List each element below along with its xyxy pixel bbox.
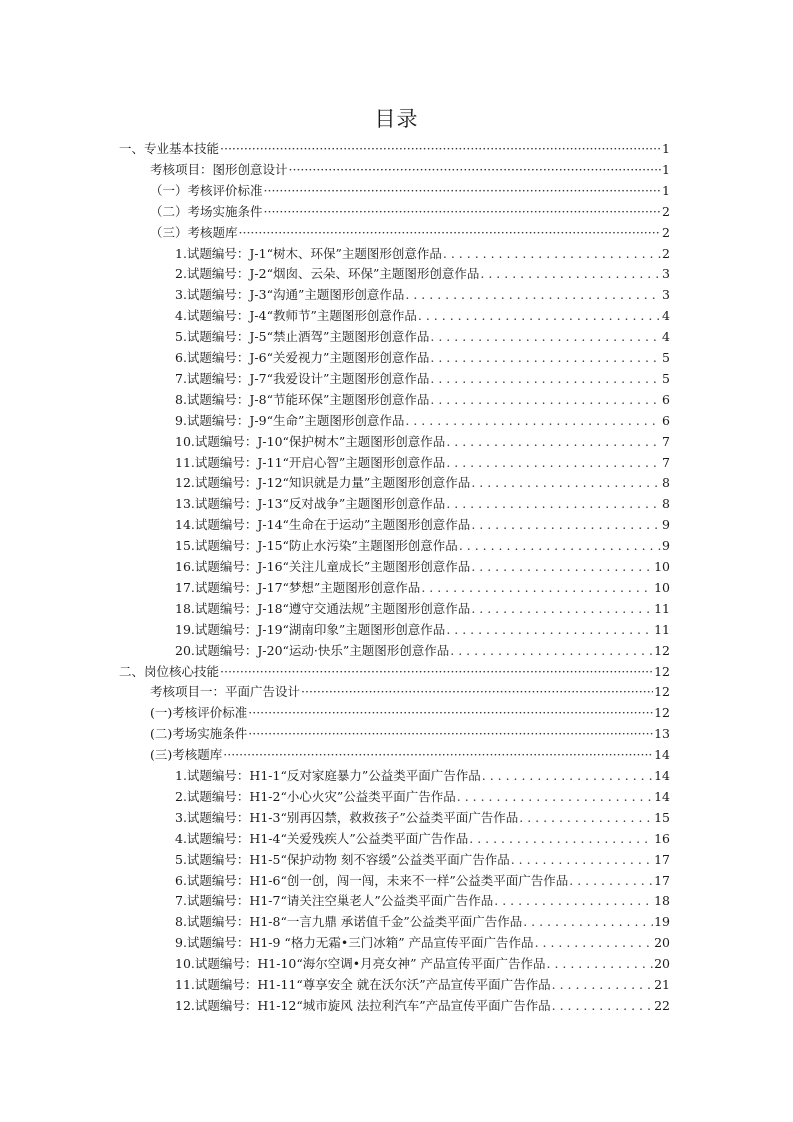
toc-page-number: 10 <box>654 559 670 574</box>
toc-page-number: 5 <box>662 370 670 386</box>
toc-page-number: 9 <box>662 517 670 533</box>
toc-page-number: 1 <box>662 141 670 156</box>
toc-entry[interactable] <box>175 890 670 911</box>
toc-entry[interactable] <box>150 201 670 222</box>
toc-leader-dots <box>264 180 662 201</box>
toc-entry-label: 4.试题编号：J-4“教师节”主题图形创意作品 <box>175 308 417 324</box>
toc-entry-label: 3.试题编号：J-3“沟通”主题图形创意作品 <box>175 287 405 303</box>
toc-entry[interactable] <box>150 702 670 723</box>
toc-page-number: 18 <box>654 893 670 909</box>
toc-page-number: 14 <box>654 788 670 804</box>
toc-entry[interactable] <box>175 786 670 807</box>
toc-page-number: 21 <box>654 977 670 992</box>
toc-page-number: 17 <box>654 872 670 888</box>
toc-entry[interactable] <box>175 305 670 326</box>
toc-entry[interactable] <box>175 263 670 284</box>
toc-entry[interactable] <box>150 222 670 243</box>
toc-entry-label: 4.试题编号：H1-4“关爱残疾人”公益类平面广告作品 <box>175 830 469 846</box>
toc-page-number: 4 <box>662 308 670 324</box>
toc-entry-label: 17.试题编号：J-17“梦想”主题图形创意作品 <box>175 579 421 595</box>
toc-entry-label: 15.试题编号：J-15“防止水污染”主题图形创意作品 <box>175 538 458 554</box>
toc-leader-dots <box>459 535 661 556</box>
toc-page-number: 11 <box>654 600 670 616</box>
toc-entry[interactable] <box>175 828 670 849</box>
toc-page-number: 11 <box>654 621 670 637</box>
toc-entry[interactable] <box>150 744 670 765</box>
toc-entry[interactable] <box>175 368 670 389</box>
toc-entry-label: 8.试题编号：J-8“节能环保”主题图形创意作品 <box>175 391 430 407</box>
toc-entry-label: （二）考场实施条件 <box>150 203 263 219</box>
toc-page-number: 8 <box>662 496 670 512</box>
toc-entry-label: (一)考核评价标准 <box>150 705 248 721</box>
toc-entry[interactable] <box>175 974 670 995</box>
toc-page-number: 6 <box>662 391 670 407</box>
toc-entry-label: 10.试题编号：J-10“保护树木”主题图形创意作品 <box>175 433 446 449</box>
toc-leader-dots <box>264 201 662 222</box>
toc-leader-dots <box>569 870 653 891</box>
toc-entry-label: 9.试题编号：H1-9 “格力无霜•三门冰箱” 产品宣传平面广告作品 <box>175 935 534 951</box>
toc-entry[interactable] <box>175 347 670 368</box>
toc-entry[interactable] <box>175 849 670 870</box>
toc-leader-dots <box>471 556 653 577</box>
toc-entry-label: 6.试题编号：H1-6“创一创，闯一闯，未来不一样”公益类平面广告作品 <box>175 872 569 888</box>
toc-entry-label: 12.试题编号：H1-12“城市旋风 法拉利汽车”产品宣传平面广告作品 <box>175 997 551 1013</box>
toc-entry-label: 13.试题编号：J-13“反对战争”主题图形创意作品 <box>175 496 446 512</box>
toc-page-number: 22 <box>654 997 670 1013</box>
toc-entry[interactable] <box>175 870 670 891</box>
toc-leader-dots <box>301 681 653 702</box>
toc-entry-label: 7.试题编号：H1-7“请关注空巢老人”公益类平面广告作品 <box>175 893 494 909</box>
toc-entry-label: (三)考核题库 <box>150 747 223 763</box>
toc-leader-dots <box>430 347 661 368</box>
toc-entry-label: 考核项目一：平面广告设计 <box>150 684 301 700</box>
toc-leader-dots <box>471 598 653 619</box>
toc-page-number: 10 <box>654 579 670 595</box>
toc-title: 目录 <box>374 107 419 131</box>
toc-entry[interactable] <box>175 953 670 974</box>
toc-entry[interactable] <box>119 661 670 682</box>
toc-entry-label: 5.试题编号：H1-5“保护动物 刻不容缓”公益类平面广告作品 <box>175 851 510 867</box>
toc-leader-dots <box>482 765 653 786</box>
toc-page-number: 3 <box>662 287 670 303</box>
toc-entry[interactable] <box>175 431 670 452</box>
toc-page-number: 6 <box>662 412 670 428</box>
toc-entry-label: 1.试题编号：H1-1“反对家庭暴力”公益类平面广告作品 <box>175 768 481 783</box>
toc-leader-dots <box>457 786 653 807</box>
toc-page-number: 16 <box>654 830 670 846</box>
toc-entry[interactable] <box>175 326 670 347</box>
toc-page-number: 14 <box>654 747 670 763</box>
toc-page-number: 13 <box>654 726 670 742</box>
toc-entry[interactable] <box>175 535 670 556</box>
toc-leader-dots <box>418 305 661 326</box>
toc-leader-dots <box>446 452 661 473</box>
toc-entry-label: 16.试题编号：J-16“关注儿童成长”主题图形创意作品 <box>175 559 471 574</box>
toc-leader-dots <box>552 974 653 995</box>
toc-leader-dots <box>471 514 661 535</box>
toc-leader-dots <box>289 159 662 180</box>
toc-leader-dots <box>248 723 653 744</box>
toc-leader-dots <box>552 995 653 1016</box>
toc-leader-dots <box>471 472 661 493</box>
toc-entry-label: 11.试题编号：H1-11“尊享安全 就在沃尔沃”产品宣传平面广告作品 <box>175 977 551 992</box>
toc-entry-label: （三）考核题库 <box>150 224 238 240</box>
toc-entry-label: 9.试题编号：J-9“生命”主题图形创意作品 <box>175 412 405 428</box>
toc-entry-label: 11.试题编号：J-11“开启心智”主题图形创意作品 <box>175 454 446 470</box>
toc-entry-label: 8.试题编号：H1-8“一言九鼎 承诺值千金”公益类平面广告作品 <box>175 914 523 930</box>
toc-page-number: 9 <box>662 538 670 554</box>
toc-leader-dots <box>430 368 661 389</box>
toc-entry[interactable] <box>175 410 670 431</box>
toc-entry[interactable] <box>175 995 670 1016</box>
toc-leader-dots <box>248 702 653 723</box>
toc-leader-dots <box>405 410 661 431</box>
toc-leader-dots <box>480 263 661 284</box>
toc-page-number: 1 <box>662 182 670 198</box>
toc-entry[interactable] <box>150 180 670 201</box>
toc-entry-label: 6.试题编号：J-6“关爱视力”主题图形创意作品 <box>175 350 430 365</box>
toc-leader-dots <box>239 222 662 243</box>
toc-leader-dots <box>547 953 654 974</box>
toc-entry[interactable] <box>175 932 670 953</box>
toc-entry[interactable] <box>119 138 670 159</box>
toc-entry[interactable] <box>175 493 670 514</box>
toc-leader-dots <box>443 243 661 264</box>
toc-entry-label: (二)考场实施条件 <box>150 726 248 742</box>
toc-entry-label: 考核项目：图形创意设计 <box>150 161 288 177</box>
toc-leader-dots <box>220 661 653 682</box>
toc-entry[interactable] <box>175 640 670 661</box>
toc-leader-dots <box>446 431 661 452</box>
toc-page-number: 4 <box>662 329 670 345</box>
toc-leader-dots <box>446 619 653 640</box>
toc-entry-label: 18.试题编号：J-18“遵守交通法规”主题图形创意作品 <box>175 600 471 616</box>
toc-entry-label: 12.试题编号：J-12“知识就是力量”主题图形创意作品 <box>175 475 471 491</box>
toc-entry-label: 7.试题编号：J-7“我爱设计”主题图形创意作品 <box>175 370 430 386</box>
toc-page-number: 7 <box>662 454 670 470</box>
toc-entry-label: 5.试题编号：J-5“禁止酒驾”主题图形创意作品 <box>175 329 430 345</box>
toc-page-number: 2 <box>662 245 670 261</box>
toc-entry-label: （一）考核评价标准 <box>150 182 263 198</box>
toc-entry-label: 14.试题编号：J-14“生命在于运动”主题图形创意作品 <box>175 517 471 533</box>
toc-page-number: 7 <box>662 433 670 449</box>
toc-entry-label: 10.试题编号：H1-10“海尔空调•月亮女神” 产品宣传平面广告作品 <box>175 956 546 972</box>
toc-entry-label: 一、专业基本技能 <box>119 141 220 156</box>
toc-entry[interactable] <box>175 577 670 598</box>
toc-entry[interactable] <box>175 598 670 619</box>
toc-leader-dots <box>469 828 653 849</box>
toc-page-number: 14 <box>654 768 670 783</box>
toc-entry[interactable] <box>175 472 670 493</box>
toc-entry[interactable] <box>175 452 670 473</box>
toc-entry-label: 19.试题编号：J-19“湖南印象”主题图形创意作品 <box>175 621 446 637</box>
toc-entry-label: 2.试题编号：J-2“烟囱、云朵、环保”主题图形创意作品 <box>175 266 480 282</box>
toc-entry[interactable] <box>175 619 670 640</box>
toc-page-number: 12 <box>654 642 670 658</box>
toc-entry[interactable] <box>175 911 670 932</box>
toc-entry-label: 20.试题编号：J-20“运动·快乐”主题图形创意作品 <box>175 642 450 658</box>
toc-leader-dots <box>421 577 653 598</box>
toc-page-number: 3 <box>662 266 670 282</box>
toc-entry-label: 2.试题编号：H1-2“小心火灾”公益类平面广告作品 <box>175 788 456 804</box>
toc-leader-dots <box>430 389 661 410</box>
toc-leader-dots <box>430 326 661 347</box>
toc-entry[interactable] <box>175 389 670 410</box>
toc-entry[interactable] <box>150 159 670 180</box>
toc-page-number: 2 <box>662 203 670 219</box>
toc-leader-dots <box>511 849 653 870</box>
toc-leader-dots <box>523 911 653 932</box>
toc-page-number: 1 <box>662 161 670 177</box>
toc-page-number: 15 <box>654 809 670 825</box>
toc-entry[interactable] <box>175 243 670 264</box>
toc-entry[interactable] <box>150 681 670 702</box>
toc-leader-dots <box>519 807 653 828</box>
toc-entry[interactable] <box>175 765 670 786</box>
toc-entry[interactable] <box>175 284 670 305</box>
toc-leader-dots <box>535 932 654 953</box>
toc-leader-dots <box>223 744 653 765</box>
toc-page-number: 12 <box>654 663 670 679</box>
toc-page-number: 2 <box>662 224 670 240</box>
toc-entry-label: 二、岗位核心技能 <box>119 663 220 679</box>
toc-entry-label: 3.试题编号：H1-3“别再囚禁，救救孩子”公益类平面广告作品 <box>175 809 519 825</box>
toc-entry[interactable] <box>150 723 670 744</box>
toc-leader-dots <box>494 890 653 911</box>
toc-leader-dots <box>220 138 661 159</box>
toc-entry-label: 1.试题编号：J-1“树木、环保”主题图形创意作品 <box>175 245 442 261</box>
toc-page-number: 8 <box>662 475 670 491</box>
toc-leader-dots <box>446 493 661 514</box>
toc-entry[interactable] <box>175 514 670 535</box>
toc-page-number: 5 <box>662 350 670 365</box>
toc-page-number: 19 <box>654 914 670 930</box>
toc-page-number: 20 <box>654 935 670 951</box>
toc-page-number: 20 <box>654 956 670 972</box>
toc-leader-dots <box>450 640 653 661</box>
toc-page-number: 12 <box>654 705 670 721</box>
toc-entry[interactable] <box>175 807 670 828</box>
toc-entry[interactable] <box>175 556 670 577</box>
toc-page-number: 17 <box>654 851 670 867</box>
toc-leader-dots <box>405 284 661 305</box>
toc-page-number: 12 <box>654 684 670 700</box>
